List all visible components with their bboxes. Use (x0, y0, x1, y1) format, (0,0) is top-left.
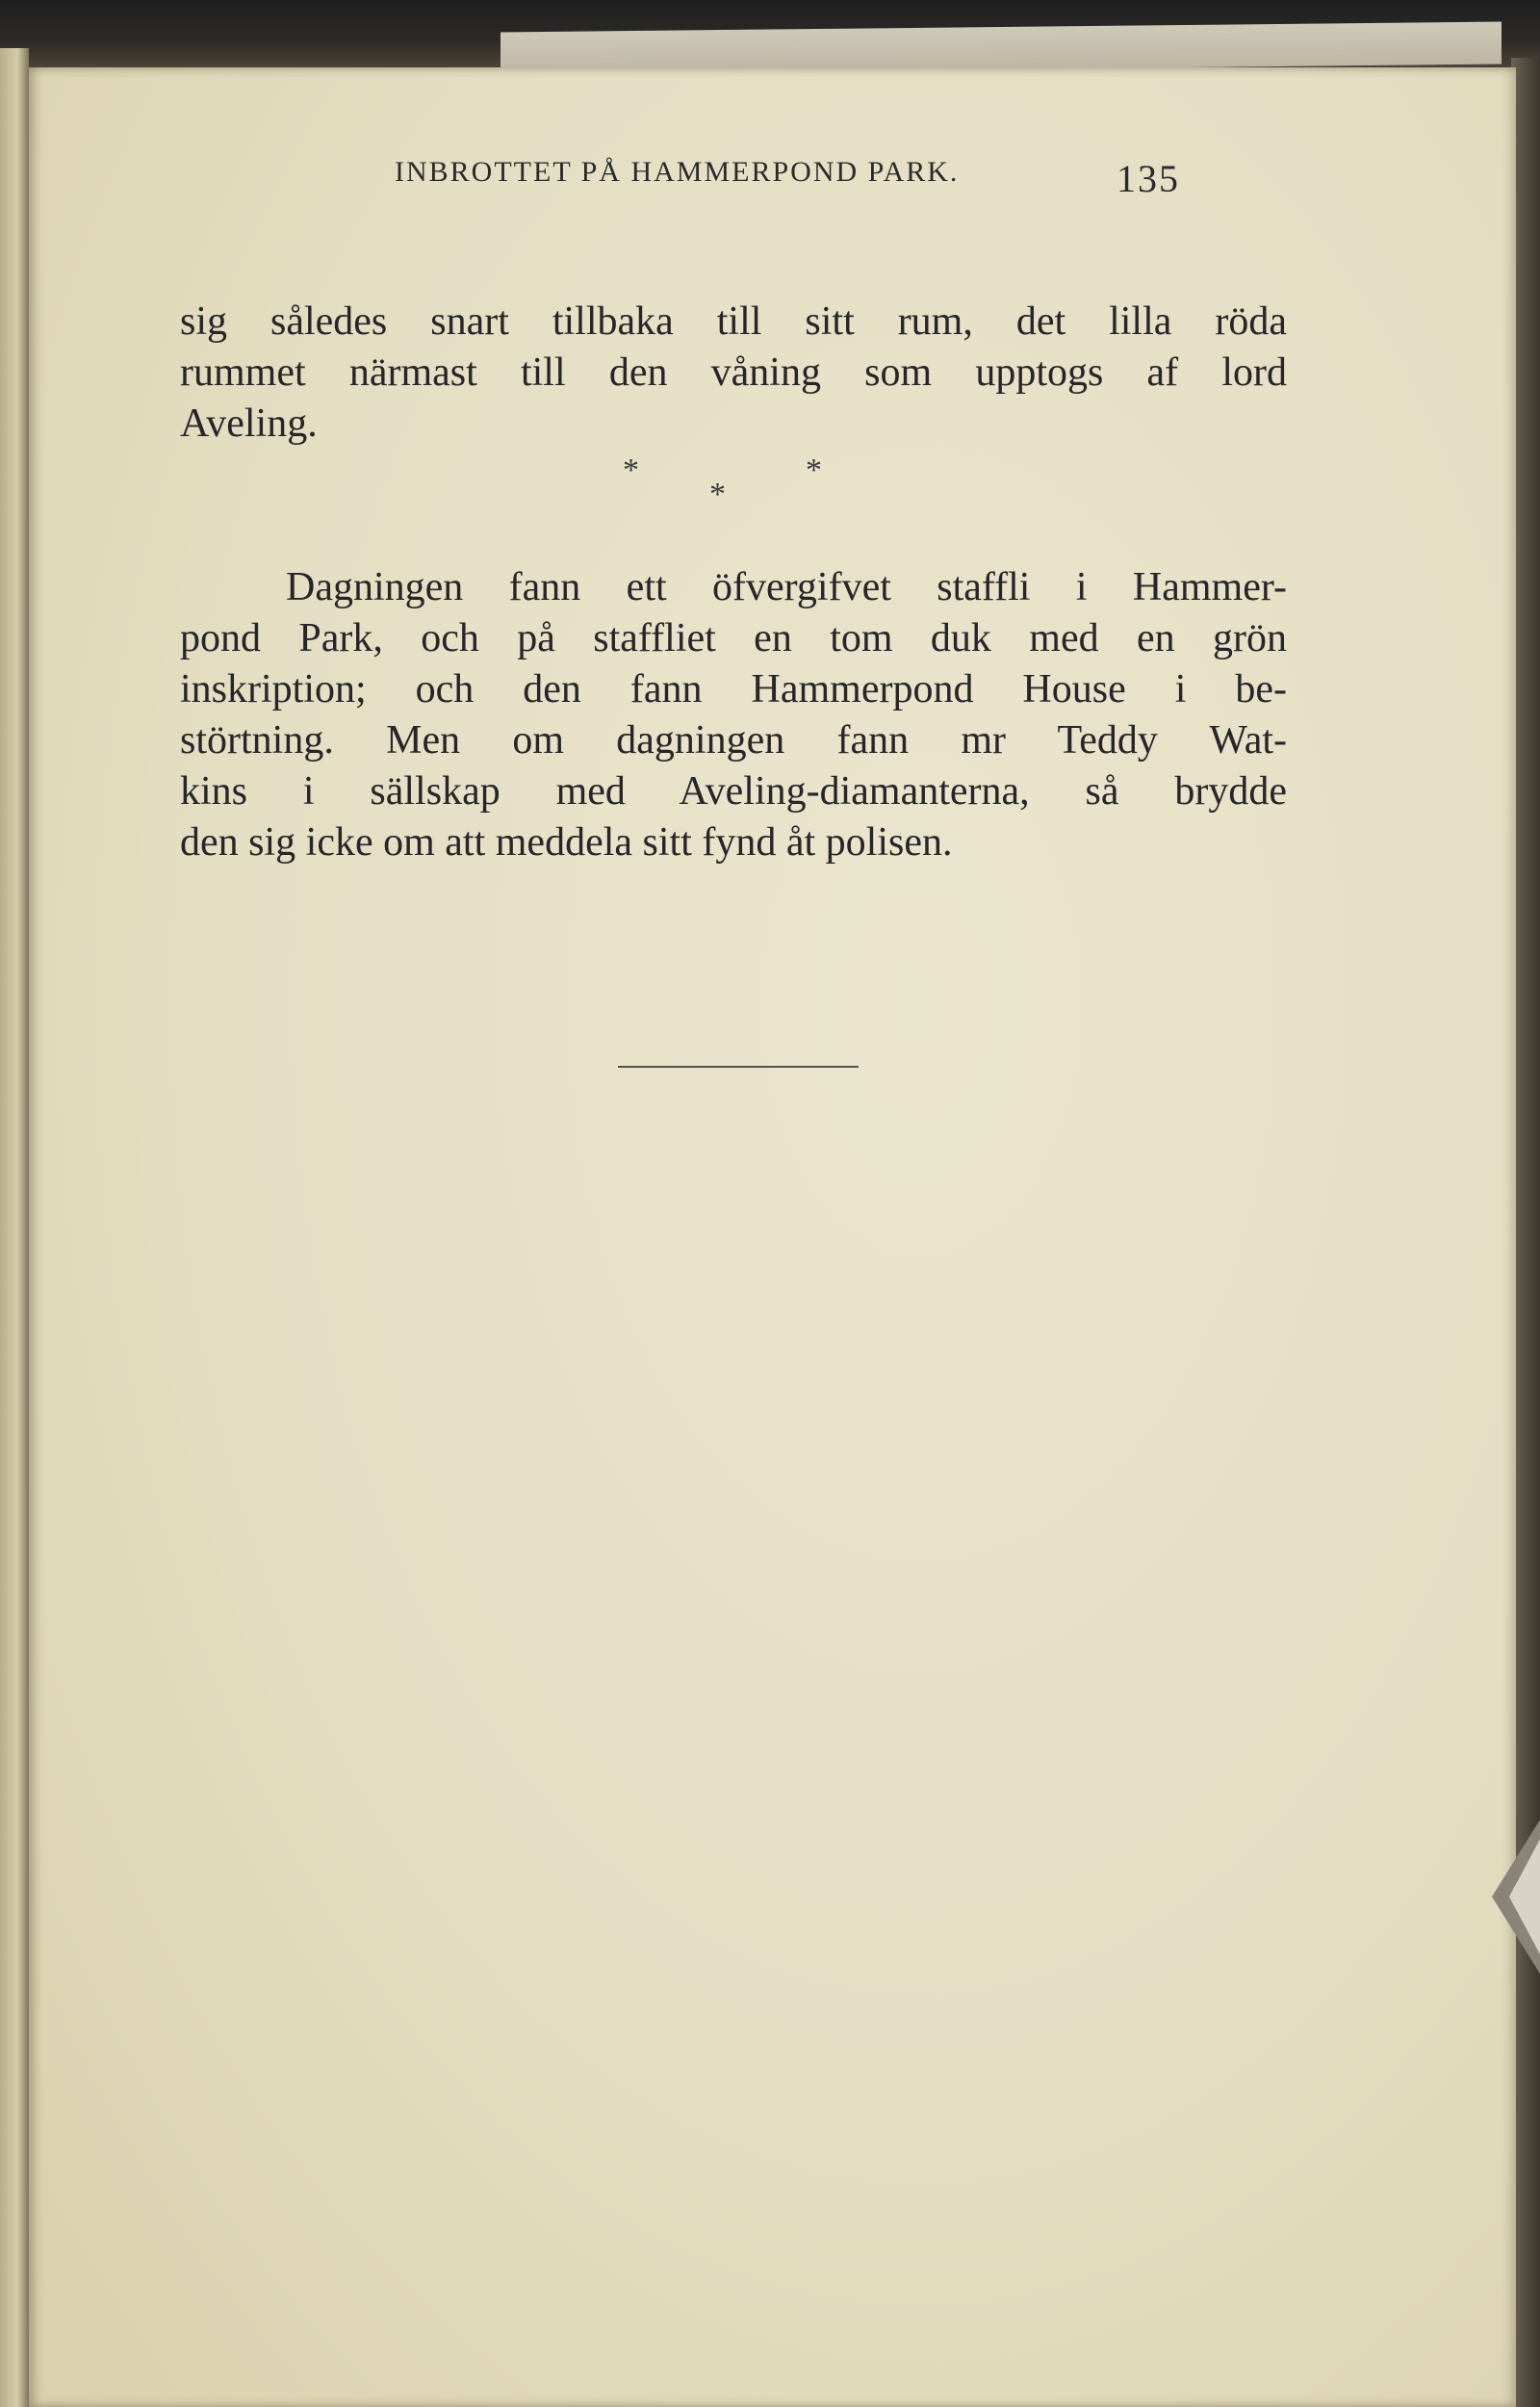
chapter-end-rule (618, 1066, 859, 1068)
paragraph-2 (180, 562, 1287, 868)
page-clip-icon (1473, 1810, 1540, 1983)
book-page (29, 67, 1516, 2407)
asterisk-ornament: * (623, 453, 639, 488)
text-line: Dagningen fann ett öfvergifvet staffli i Hammer- (286, 565, 1287, 609)
text-line: inskription; och den fann Hammerpond House i be- (180, 667, 1287, 712)
text-line: sig således snart tillbaka till sitt rum, det lilla röda (180, 299, 1287, 344)
text-line: störtning. Men om dagningen fann mr Teddy Wat- (180, 718, 1287, 763)
asterisk-ornament: * (709, 477, 726, 512)
text-line: Aveling. (180, 401, 318, 446)
text-line: den sig icke om att meddela sitt fynd åt polisen. (180, 820, 953, 865)
text-line: kins i sällskap med Aveling-diamanterna, så brydde (180, 769, 1287, 814)
page-stack-edge-left (0, 48, 29, 2407)
page-number: 135 (1116, 157, 1180, 200)
text-line: pond Park, och på staffliet en tom duk med en grön (180, 616, 1287, 660)
paragraph-1 (180, 297, 1287, 450)
running-title: INBROTTET PÅ HAMMERPOND PARK. (395, 156, 960, 188)
asterisk-ornament: * (806, 453, 822, 488)
text-line: rummet närmast till den våning som upptogs af lord (180, 350, 1287, 395)
